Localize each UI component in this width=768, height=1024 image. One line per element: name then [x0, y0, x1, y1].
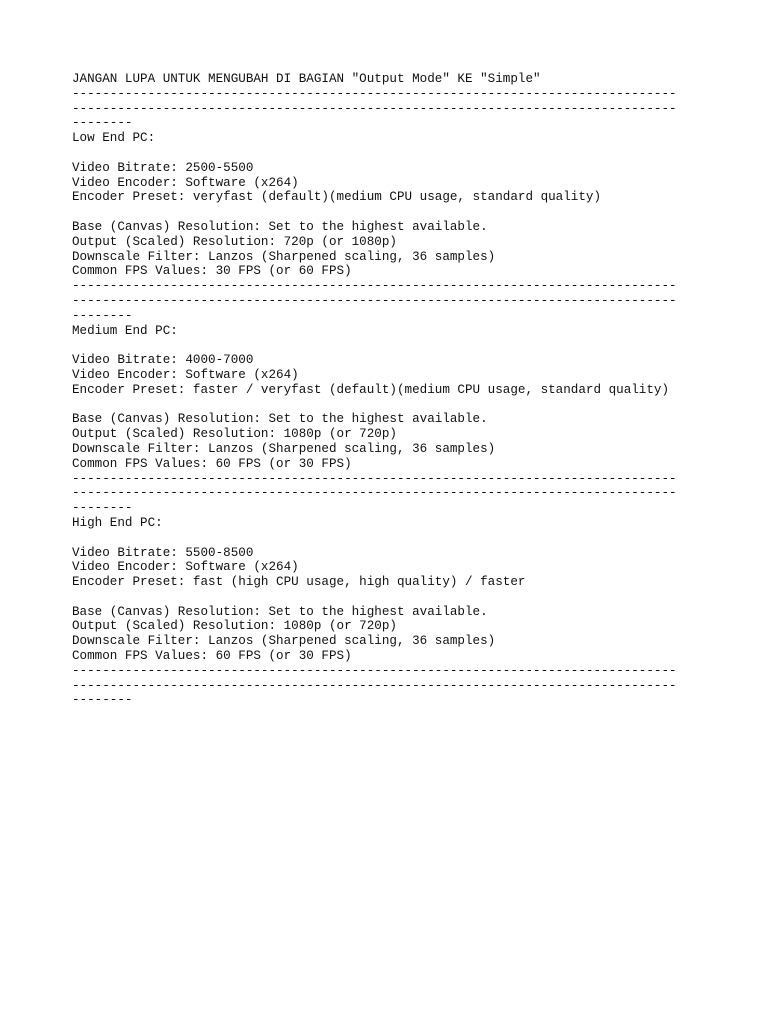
separator-line: -------------------------------------------------------------------------------- — [72, 471, 677, 486]
separator-line: -------------------------------------------------------------------------------- — [72, 678, 677, 693]
encoder-preset: Encoder Preset: veryfast (default)(medium CPU usage, standard quality) — [72, 190, 602, 205]
section-title: High End PC: — [72, 515, 163, 530]
downscale-filter: Downscale Filter: Lanzos (Sharpened scaling, 36 samples) — [72, 249, 496, 264]
separator-line: -------- — [72, 116, 133, 131]
common-fps: Common FPS Values: 60 FPS (or 30 FPS) — [72, 456, 352, 471]
video-bitrate: Video Bitrate: 5500-8500 — [72, 545, 254, 560]
encoder-preset: Encoder Preset: faster / veryfast (default)(medium CPU usage, standard quality) — [72, 382, 670, 397]
base-resolution: Base (Canvas) Resolution: Set to the highest available. — [72, 219, 488, 234]
blank-line — [72, 531, 712, 546]
document-page — [72, 72, 712, 708]
blank-line — [72, 338, 712, 353]
output-resolution: Output (Scaled) Resolution: 1080p (or 720p) — [72, 427, 397, 442]
video-encoder: Video Encoder: Software (x264) — [72, 175, 299, 190]
common-fps: Common FPS Values: 60 FPS (or 30 FPS) — [72, 649, 352, 664]
video-encoder: Video Encoder: Software (x264) — [72, 367, 299, 382]
separator-line: -------- — [72, 308, 133, 323]
base-resolution: Base (Canvas) Resolution: Set to the highest available. — [72, 412, 488, 427]
video-bitrate: Video Bitrate: 2500-5500 — [72, 160, 254, 175]
separator-line: -------------------------------------------------------------------------------- — [72, 86, 677, 101]
section-high-end — [72, 516, 712, 664]
blank-line — [72, 146, 712, 161]
separator-line: -------------------------------------------------------------------------------- — [72, 279, 677, 294]
separator-line: -------- — [72, 501, 133, 516]
downscale-filter: Downscale Filter: Lanzos (Sharpened scaling, 36 samples) — [72, 634, 496, 649]
section-medium-end — [72, 324, 712, 472]
blank-line — [72, 590, 712, 605]
blank-line — [72, 398, 712, 413]
downscale-filter: Downscale Filter: Lanzos (Sharpened scaling, 36 samples) — [72, 441, 496, 456]
separator-line: -------------------------------------------------------------------------------- — [72, 101, 677, 116]
video-encoder: Video Encoder: Software (x264) — [72, 560, 299, 575]
blank-line — [72, 205, 712, 220]
separator-line: -------------------------------------------------------------------------------- — [72, 293, 677, 308]
base-resolution: Base (Canvas) Resolution: Set to the highest available. — [72, 604, 488, 619]
section-low-end — [72, 131, 712, 279]
output-resolution: Output (Scaled) Resolution: 1080p (or 720p) — [72, 619, 397, 634]
common-fps: Common FPS Values: 30 FPS (or 60 FPS) — [72, 264, 352, 279]
separator-line: -------------------------------------------------------------------------------- — [72, 486, 677, 501]
section-title: Medium End PC: — [72, 323, 178, 338]
output-resolution: Output (Scaled) Resolution: 720p (or 1080p) — [72, 234, 397, 249]
section-title: Low End PC: — [72, 131, 156, 146]
separator-line: -------- — [72, 693, 133, 708]
separator-line: -------------------------------------------------------------------------------- — [72, 663, 677, 678]
document-header: JANGAN LUPA UNTUK MENGUBAH DI BAGIAN "Output Mode" KE "Simple" — [72, 72, 541, 86]
video-bitrate: Video Bitrate: 4000-7000 — [72, 353, 254, 368]
encoder-preset: Encoder Preset: fast (high CPU usage, high quality) / faster — [72, 575, 526, 590]
